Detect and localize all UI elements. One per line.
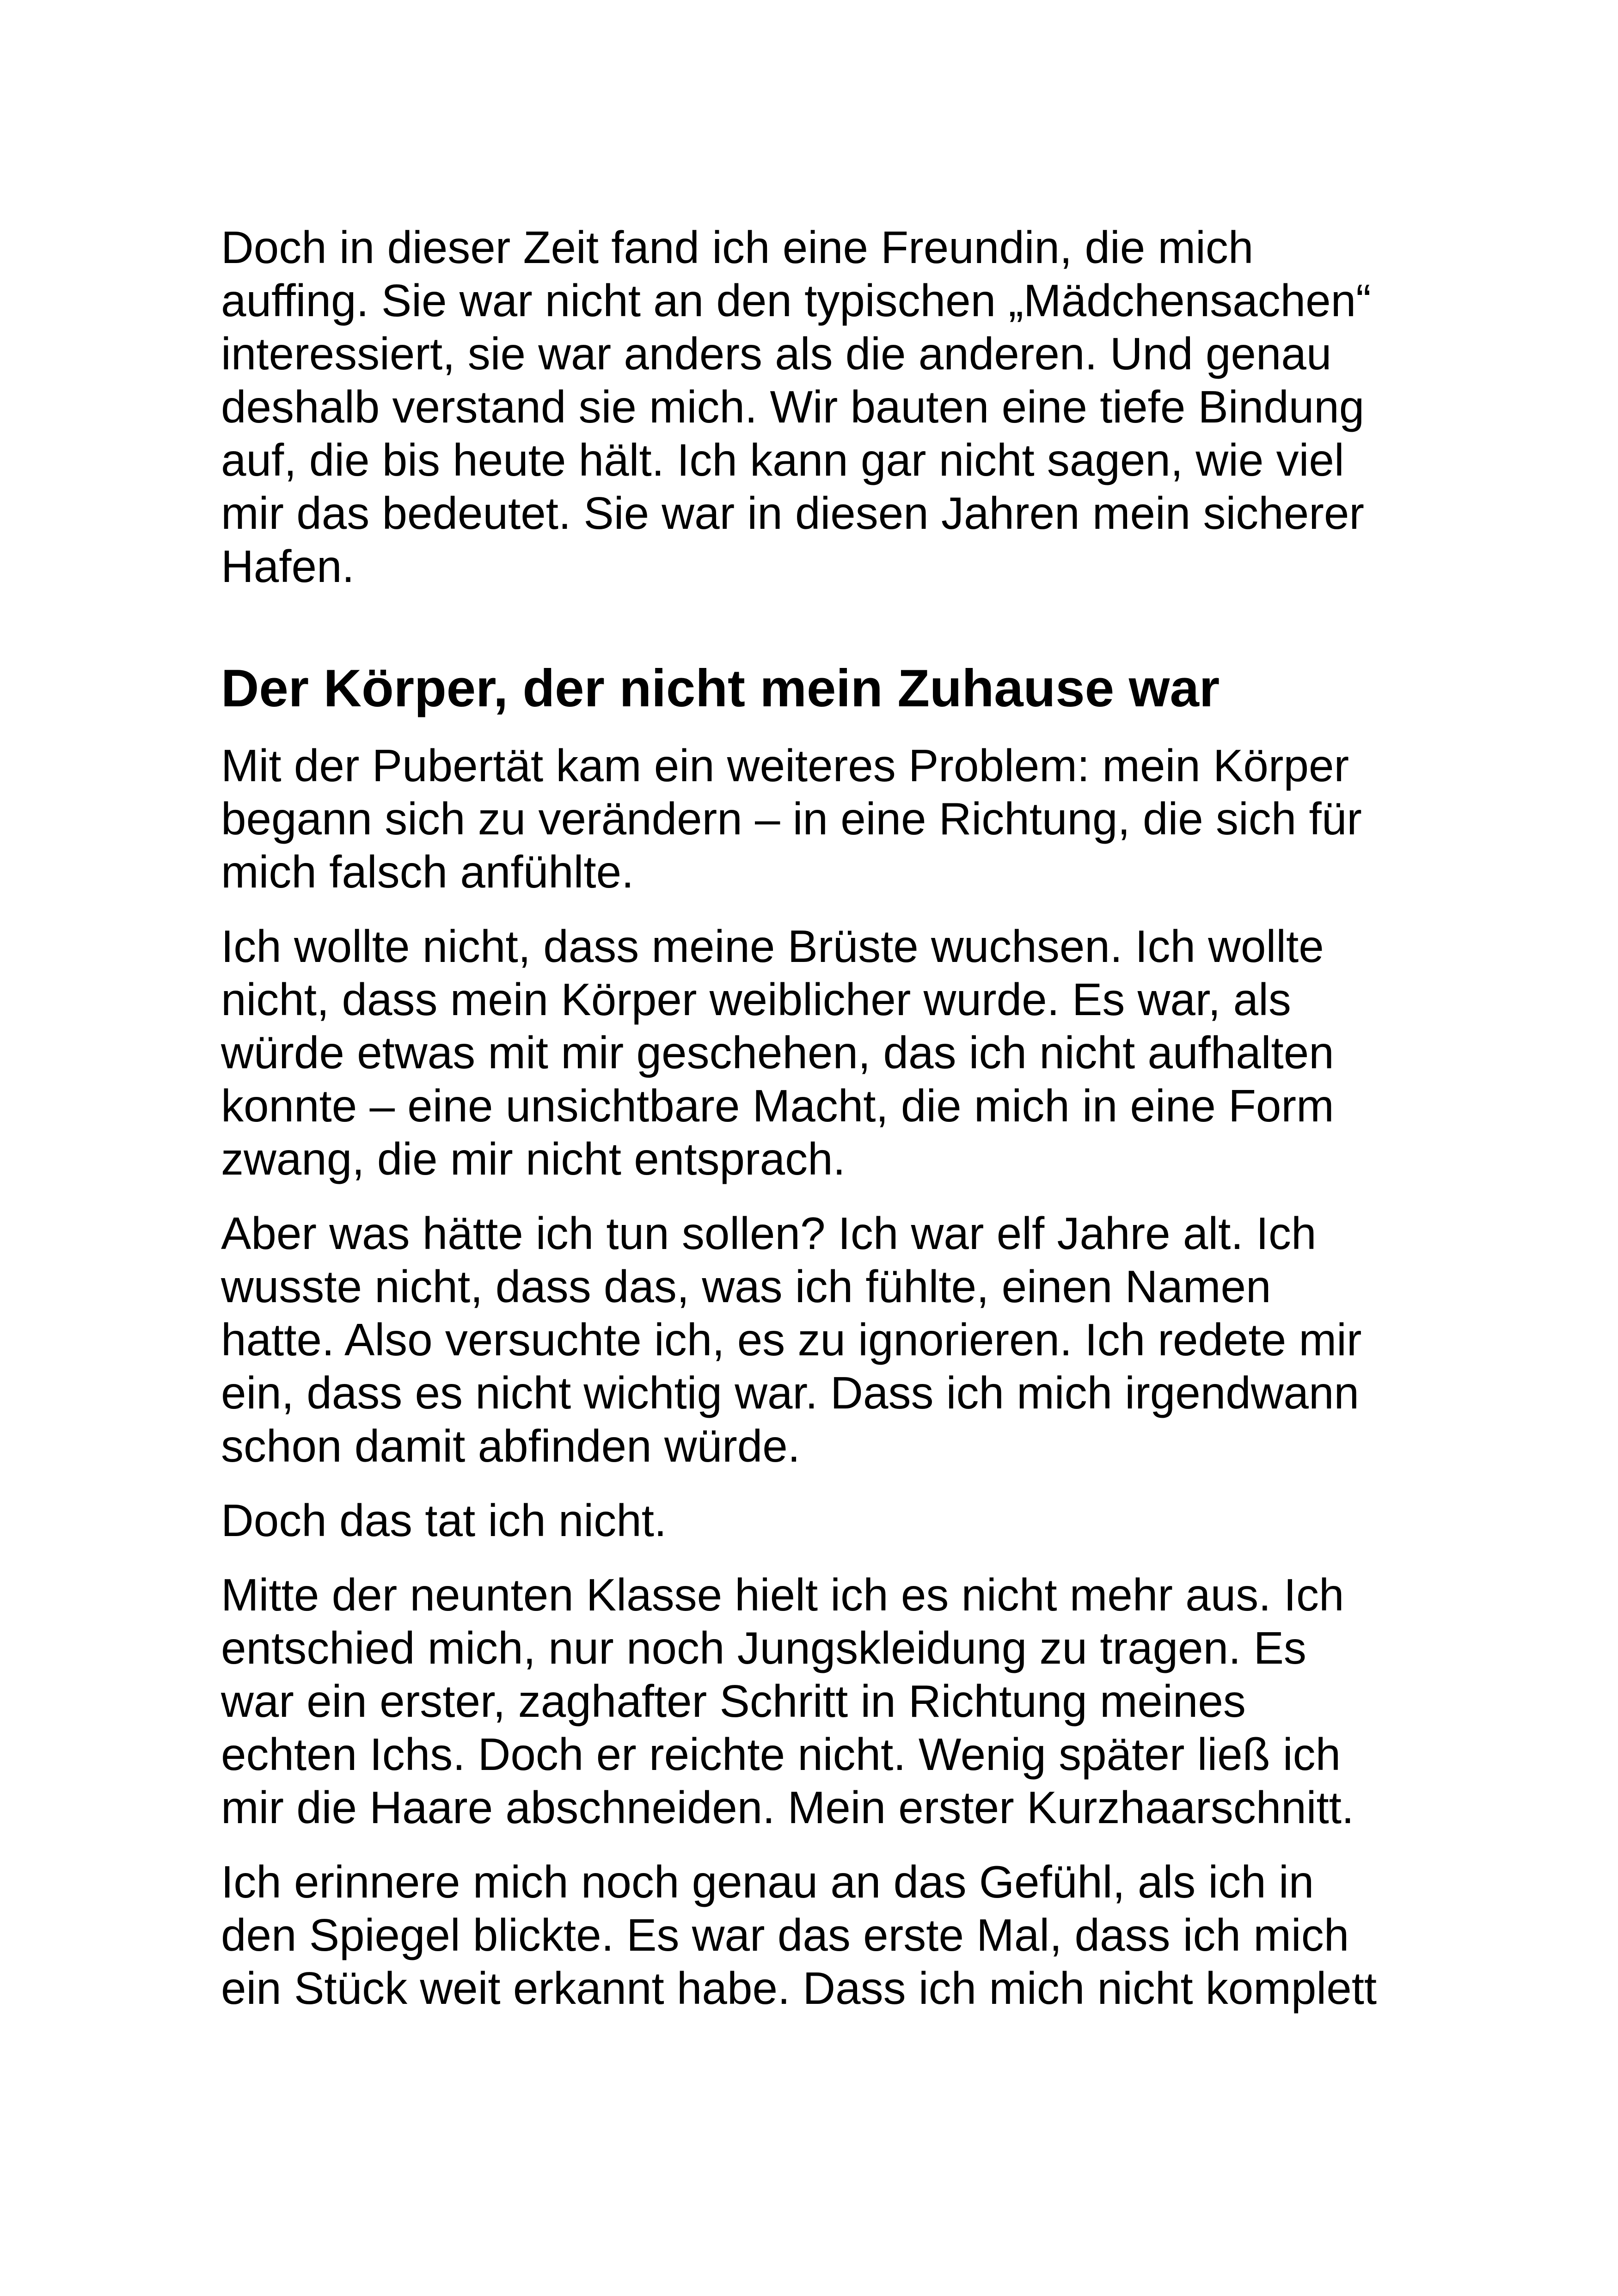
paragraph-puberty: Mit der Pubertät kam ein weiteres Problem: mein Körper begann sich zu verändern – in eine Richtung, die sich für mich falsch anfühlte.	[221, 740, 1362, 897]
document-body	[221, 221, 1441, 2036]
paragraph-body-changes: Ich wollte nicht, dass meine Brüste wuchsen. Ich wollte nicht, dass mein Körper weiblicher wurde. Es war, als würde etwas mit mir geschehen, das ich nicht aufhalten konnte – eine unsichtbare Macht, die mich in eine Form zwang, die mir nicht entsprach.	[221, 921, 1334, 1184]
paragraph-friend: Doch in dieser Zeit fand ich eine Freundin, die mich auffing. Sie war nicht an den typischen „Mädchensachen“ interessiert, sie war anders als die anderen. Und genau deshalb verstand sie mich. Wir bauten eine tiefe Bindung auf, die bis heute hält. Ich kann gar nicht sagen, wie viel mir das bedeutet. Sie war in diesen Jahren mein sicherer Hafen.	[221, 222, 1371, 592]
paragraph-mirror: Ich erinnere mich noch genau an das Gefühl, als ich in den Spiegel blickte. Es war das erste Mal, dass ich mich ein Stück weit erkannt habe. Dass ich mich nicht komplett	[221, 1856, 1377, 2014]
paragraph-ignoring: Aber was hätte ich tun sollen? Ich war elf Jahre alt. Ich wusste nicht, dass das, was ich fühlte, einen Namen hatte. Also versuchte ich, es zu ignorieren. Ich redete mir ein, dass es nicht wichtig war. Dass ich mich irgendwann schon damit abfinden würde.	[221, 1208, 1362, 1471]
paragraph-clothing-haircut: Mitte der neunten Klasse hielt ich es nicht mehr aus. Ich entschied mich, nur noch Jungskleidung zu tragen. Es war ein erster, zaghafter Schritt in Richtung meines echten Ichs. Doch er reichte nicht. Wenig später ließ ich mir die Haare abschneiden. Mein erster Kurzhaarschnitt.	[221, 1569, 1354, 1833]
section-heading: Der Körper, der nicht mein Zuhause war	[221, 659, 1220, 718]
paragraph-short: Doch das tat ich nicht.	[221, 1495, 667, 1546]
